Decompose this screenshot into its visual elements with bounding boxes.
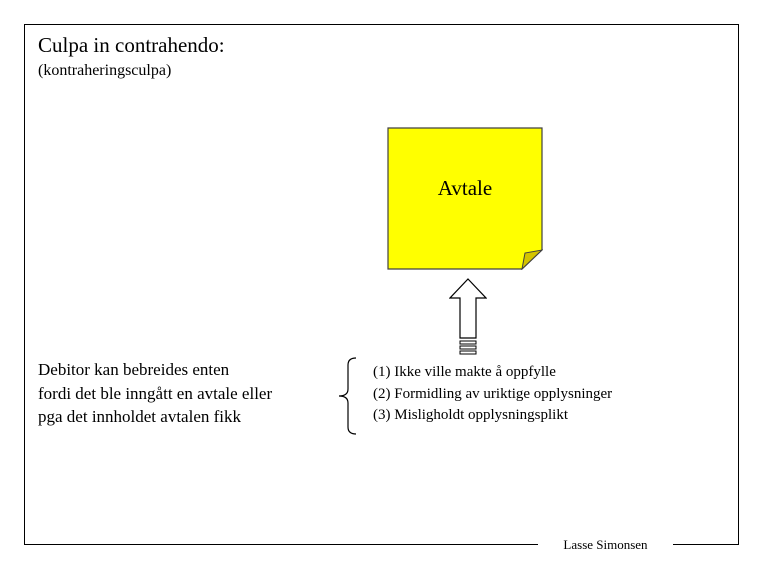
arrow-stripe-1 [460,341,476,344]
sticky-note-fold [522,250,542,269]
description-line: Debitor kan bebreides enten [38,360,230,379]
footer-divider-right [673,544,739,545]
slide-subtitle: (kontraheringsculpa) [38,62,172,79]
description-text [38,358,272,429]
description-line: fordi det ble inngått en avtale eller [38,383,273,403]
slide-title: Culpa in contrahendo: [38,33,225,57]
left-brace-icon [336,357,360,435]
arrow-stripe-3 [460,351,476,354]
note-label: Avtale [437,176,493,200]
slide-frame [24,24,739,545]
up-arrow-icon [449,278,487,356]
reason-item: (2) Formidling av uriktige opplysninger [373,385,613,402]
reason-item: (3) Misligholdt opplysningsplikt [373,407,569,423]
footer-divider-left [24,544,538,545]
arrow-stripe-2 [460,346,476,349]
reason-list [373,362,612,427]
up-arrow-head [450,279,486,338]
description-line: pga det innholdet avtalen fikk [38,407,241,426]
reason-item: (1) Ikke ville makte å oppfylle [373,364,556,380]
author-name: Lasse Simonsen [538,537,673,553]
